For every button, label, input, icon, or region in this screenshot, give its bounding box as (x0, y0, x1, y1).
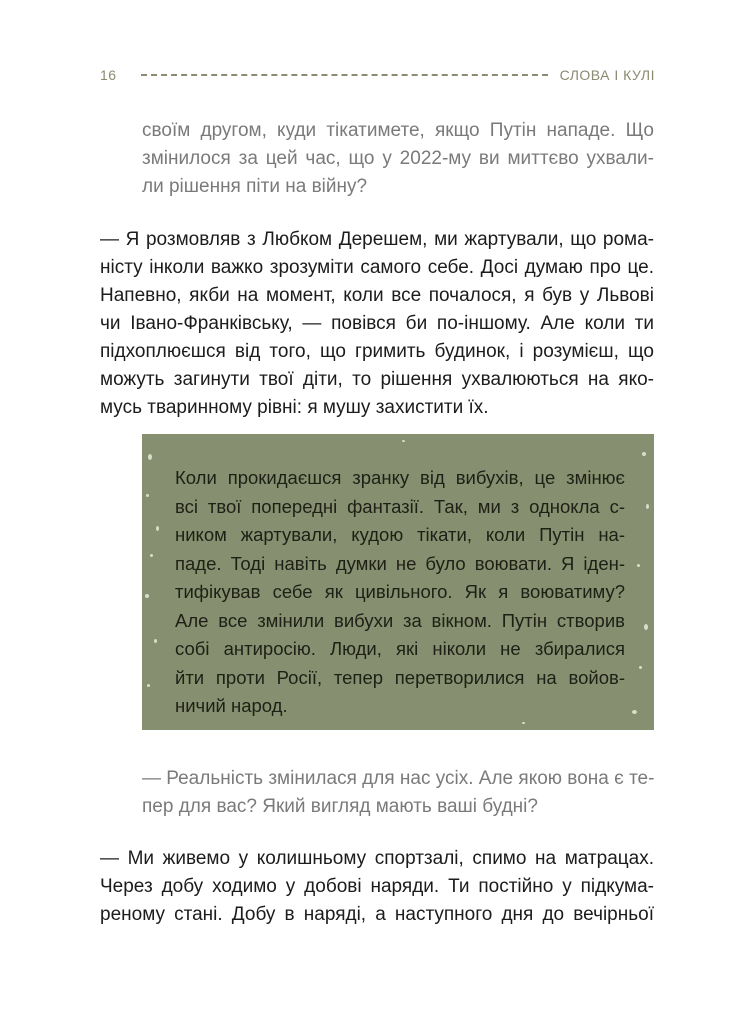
quote-line: ником жартували, кудою тікати, коли Путін на- (175, 524, 625, 545)
book-title: СЛОВА І КУЛІ (559, 67, 655, 83)
texture-speck (642, 452, 646, 456)
pull-quote-text (175, 464, 625, 721)
interview-question-2 (142, 765, 654, 821)
texture-speck (637, 564, 640, 567)
interview-answer-1 (100, 226, 654, 422)
text-line: ли рішення піти на війну? (142, 176, 368, 197)
text-line: — Я розмовляв з Любком Дерешем, ми жартували, що рома- (100, 229, 654, 250)
text-line: мусь тваринному рівні: я мушу захистити їх. (100, 397, 489, 418)
quote-line: йти проти Росії, тепер перетворилися на войов- (175, 666, 625, 688)
text-line: реному стані. Добу в наряді, а наступного дня до вечірньої (100, 904, 654, 925)
texture-speck (639, 666, 642, 669)
quote-line: собі антиросію. Люди, які ніколи не збиралися (175, 638, 625, 659)
texture-speck (644, 624, 648, 630)
quote-line: Коли прокидаєшся зранку від вибухів, це змінює (175, 467, 625, 488)
texture-speck (145, 594, 149, 598)
texture-speck (156, 526, 159, 531)
texture-speck (147, 684, 150, 687)
text-line: ністу інколи важко зрозуміти самого себе. Досі думаю про це. (100, 257, 654, 278)
quote-line: тифікував себе як цивільного. Як я воюватиму? (175, 581, 625, 602)
texture-speck (646, 504, 649, 509)
texture-speck (154, 639, 157, 643)
quote-line: всі твої попередні фантазії. Так, ми з однокла с- (175, 495, 625, 517)
text-line: — Реальність змінилася для нас усіх. Але якою вона є те- (142, 768, 655, 789)
text-line: можуть загинути твої діти, то рішення ухвалюються на яко- (100, 369, 654, 390)
pull-quote-box (142, 434, 654, 730)
text-line: Через добу ходимо у добові наряди. Ти постійно у підкума- (100, 876, 654, 897)
text-line: чи Івано-Франківську, — повівся би по-іншому. Але коли ти (100, 313, 654, 334)
text-line: підхоплюєшся від того, що гримить будинок, і розумієш, що (100, 341, 654, 362)
page-number: 16 (100, 67, 117, 83)
texture-speck (150, 554, 153, 557)
quote-line: ничий народ. (175, 695, 288, 716)
texture-speck (402, 440, 405, 442)
texture-speck (632, 710, 637, 714)
texture-speck (148, 454, 152, 460)
texture-speck (146, 494, 149, 497)
text-line: — Ми живемо у колишньому спортзалі, спимо на матрацах. (100, 848, 654, 869)
interview-answer-2 (100, 845, 654, 929)
header-dashed-rule (141, 74, 548, 76)
text-line: Напевно, якби на момент, коли все почалося, я був у Львові (100, 285, 654, 306)
texture-speck (522, 722, 525, 724)
text-line: змінилося за цей час, що у 2022-му ви миттєво ухвали- (142, 148, 654, 169)
text-line: своїм другом, куди тікатимете, якщо Путін нападе. Що (142, 120, 654, 141)
quote-line: паде. Тоді навіть думки не було воювати. Я іден- (175, 552, 625, 574)
interview-question-1 (142, 117, 654, 201)
running-header (100, 64, 655, 86)
quote-line: Але все змінили вибухи за вікном. Путін створив (175, 609, 625, 631)
text-line: пер для вас? Який вигляд мають ваші будні? (142, 796, 538, 817)
